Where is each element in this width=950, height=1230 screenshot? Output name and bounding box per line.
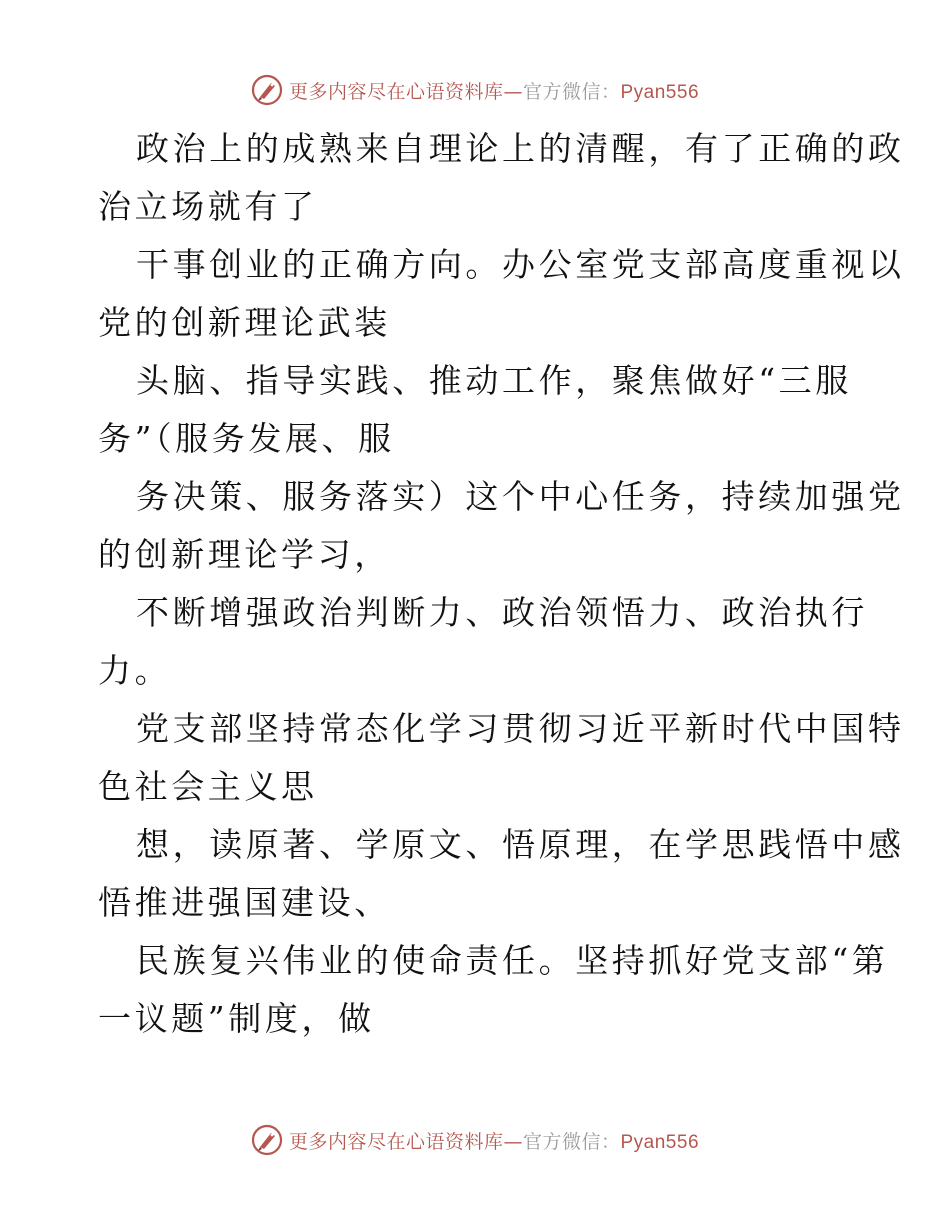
document-body [98, 120, 905, 1048]
body-line: 务”（服务发展、服 [98, 419, 395, 458]
banner-wechat-id: Pyan556 [620, 81, 700, 103]
banner-wechat-label: 官方微信： [522, 80, 621, 103]
banner-site-text: 更多内容尽在心语资料库— [288, 1130, 523, 1153]
body-line: 不断增强政治判断力、政治领悟力、政治执行 [136, 593, 868, 632]
body-line: 治立场就有了 [98, 187, 318, 226]
body-line: 一议题”制度，做 [98, 999, 375, 1038]
quill-pen-logo-icon [251, 74, 283, 106]
body-line: 党的创新理论武装 [98, 303, 391, 342]
body-line: 头脑、指导实践、推动工作，聚焦做好“三服 [136, 361, 852, 400]
footer-banner [0, 1120, 950, 1160]
body-line: 的创新理论学习， [98, 535, 391, 574]
body-line: 民族复兴伟业的使命责任。坚持抓好党支部“第 [136, 941, 889, 980]
banner-wechat-id: Pyan556 [620, 1131, 700, 1153]
banner-site-text: 更多内容尽在心语资料库— [288, 80, 523, 103]
header-banner [0, 70, 950, 110]
body-line: 想，读原著、学原文、悟原理，在学思践悟中感 [136, 825, 905, 864]
body-line: 务决策、服务落实）这个中心任务，持续加强党 [136, 477, 905, 516]
banner-text [289, 1127, 699, 1154]
body-line: 政治上的成熟来自理论上的清醒，有了正确的政 [136, 129, 905, 168]
body-line: 力。 [98, 651, 172, 690]
body-line: 悟推进强国建设、 [98, 883, 391, 922]
body-line: 党支部坚持常态化学习贯彻习近平新时代中国特 [136, 709, 905, 748]
body-line: 色社会主义思 [98, 767, 318, 806]
banner-text [289, 77, 699, 104]
banner-wechat-label: 官方微信： [522, 1130, 621, 1153]
quill-pen-logo-icon [251, 1124, 283, 1156]
body-line: 干事创业的正确方向。办公室党支部高度重视以 [136, 245, 905, 284]
